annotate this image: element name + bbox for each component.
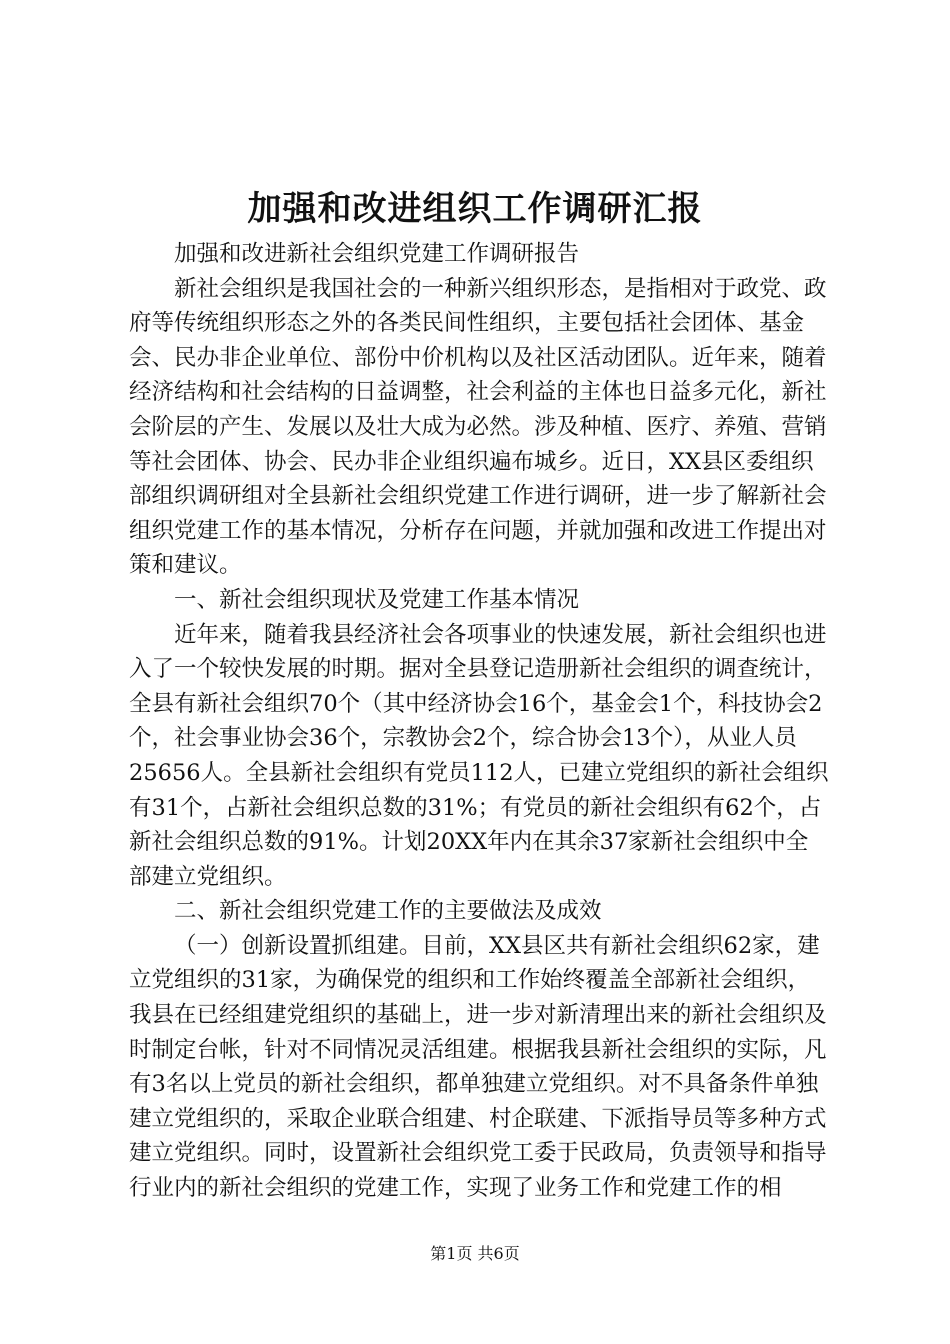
section-heading-1: 一、新社会组织现状及党建工作基本情况 <box>174 586 580 613</box>
intro-paragraph: 新社会组织是我国社会的一种新兴组织形态，是指相对于政党、政府等传统组织形态之外的各类民间性组织，主要包括社会团体、基金会、民办非企业单位、部份中价机构以及社区活动团队。近年来，随着经济结构和社会结构的日益调整，社会利益的主体也日益多元化，新社会阶层的产生、发展以及壮大成为必然。涉及种植、医疗、养殖、营销等社会团体、协会、民办非企业组织遍布城乡。近日，XX县区委组织部组织调研组对全县新社会组织党建工作进行调研，进一步了解新社会组织党建工作的基本情况，分析存在问题，并就加强和改进工作提出对策和建议。 <box>129 275 827 579</box>
document-body <box>129 237 829 1206</box>
section-1-paragraph: 近年来，随着我县经济社会各项事业的快速发展，新社会组织也进入了一个较快发展的时期。据对全县登记造册新社会组织的调查统计，全县有新社会组织70个（其中经济协会16个，基金会1个，科技协会2个，社会事业协会36个，宗教协会2个，综合协会13个），从业人员25656人。全县新社会组织有党员112人，已建立党组织的新社会组织有31个，占新社会组织总数的31%；有党员的新社会组织有62个，占新社会组织总数的91%。计划20XX年内在其余37家新社会组织中全部建立党组织。 <box>129 621 829 890</box>
section-2-paragraph: （一）创新设置抓组建。目前，XX县区共有新社会组织62家，建立党组织的31家，为确保党的组织和工作始终覆盖全部新社会组织，我县在已经组建党组织的基础上，进一步对新清理出来的新社会组织及时制定台帐，针对不同情况灵活组建。根据我县新社会组织的实际，凡有3名以上党员的新社会组织，都单独建立党组织。对不具备条件单独建立党组织的，采取企业联合组建、村企联建、下派指导员等多种方式建立党组织。同时，设置新社会组织党工委于民政局，负责领导和指导行业内的新社会组织的党建工作，实现了业务工作和党建工作的相 <box>129 932 827 1202</box>
document-title: 加强和改进组织工作调研汇报 <box>247 189 703 229</box>
report-subtitle: 加强和改进新社会组织党建工作调研报告 <box>174 241 580 267</box>
section-heading-2: 二、新社会组织党建工作的主要做法及成效 <box>174 898 602 925</box>
page-footer: 第1页 共6页 <box>430 1244 520 1263</box>
